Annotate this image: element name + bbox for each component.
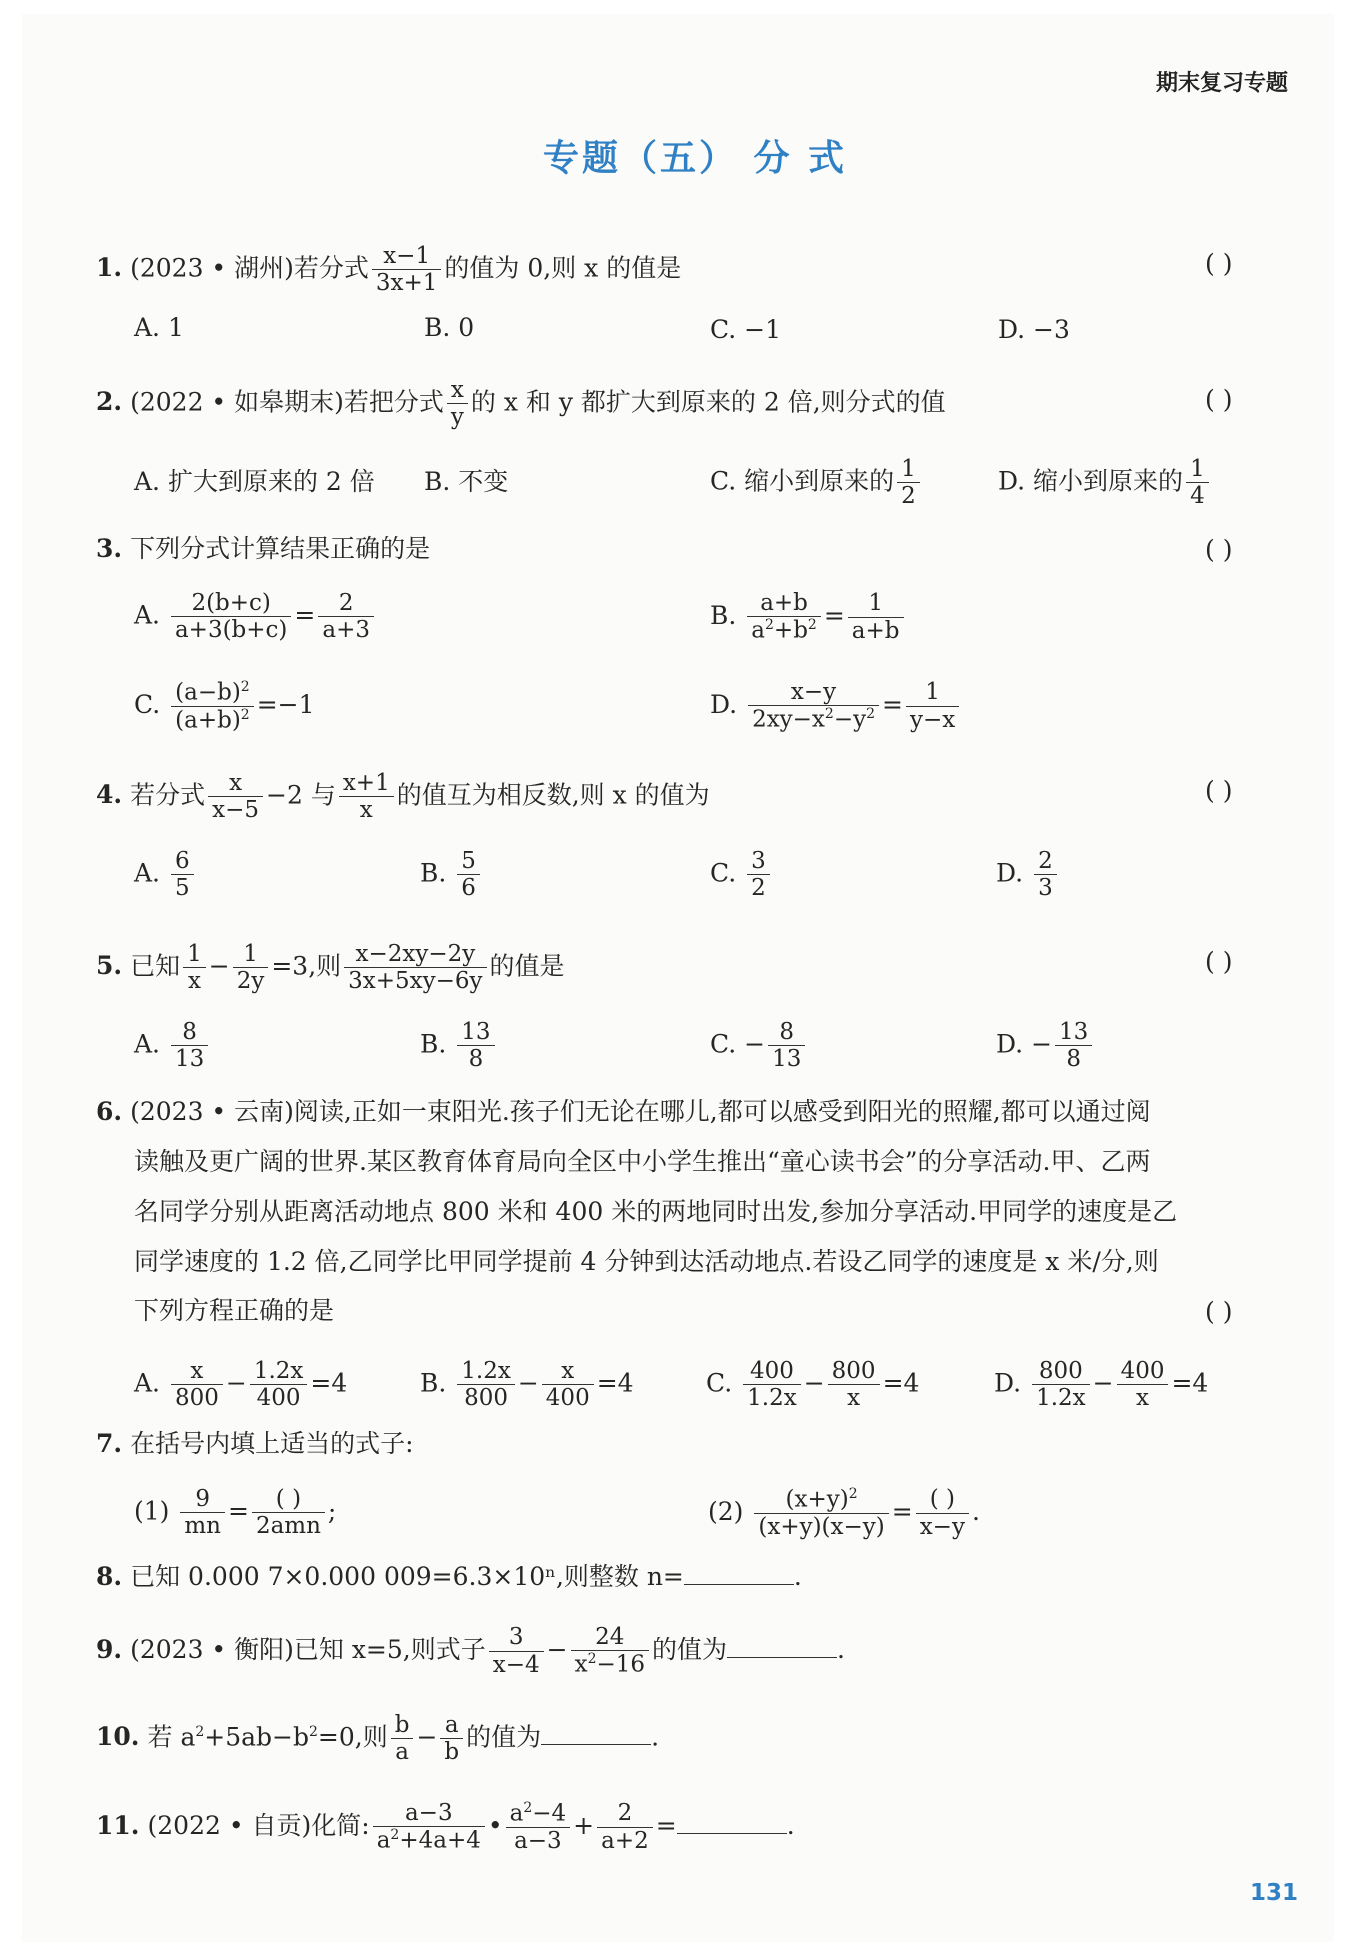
fraction: $\frac{a-3}{a^2+4a+4}$ bbox=[373, 1800, 485, 1855]
answer-blank[interactable] bbox=[684, 1562, 794, 1585]
option-b: B. 不变 bbox=[424, 467, 509, 496]
question-6-line-2: 读触及更广阔的世界.某区教育体育局向全区中小学生推出“童心读书会”的分享活动.甲、乙两 bbox=[134, 1147, 1151, 1176]
answer-blank[interactable] bbox=[677, 1811, 787, 1834]
fraction: $\frac{8}{13}$ bbox=[768, 1019, 805, 1073]
question-number: 1. bbox=[96, 253, 123, 283]
question-2: 2. (2022 • 如皋期末)若把分式 $\frac{x}{y}$ 的 x 和 y 都扩大到原来的 2 倍,则分式的值 bbox=[96, 377, 946, 431]
question-7-part-1: (1) $\frac{9}{mn}$ = ( ) 2amn ; bbox=[134, 1486, 337, 1540]
question-number: 10. bbox=[96, 1722, 140, 1752]
fraction: $\frac{1}{a+b}$ bbox=[848, 590, 904, 644]
fraction: $\frac{1}{y-x}$ bbox=[906, 679, 959, 733]
answer-paren[interactable]: ( ) bbox=[1205, 385, 1233, 414]
answer-paren[interactable]: ( ) bbox=[1205, 776, 1233, 805]
fraction: $\frac{1}{x}$ bbox=[183, 941, 206, 995]
question-9: 9. (2023 • 衡阳)已知 x=5,则式子 $\frac{3}{x-4}$ − $\frac{24}{x^2-16}$ 的值为 . bbox=[96, 1624, 845, 1679]
question-7-part-2: (2) $\frac{(x+y)^2}{(x+y)(x-y)}$ = ( ) x−y . bbox=[708, 1486, 980, 1541]
option-c: C. 缩小到原来的 $\frac{1}{2}$ bbox=[710, 456, 923, 510]
fraction: $\frac{x-y}{2xy-x^2-y^2}$ bbox=[748, 679, 879, 734]
option-b: B. $\frac{5}{6}$ bbox=[420, 848, 483, 902]
fraction: $\frac{1}{2}$ bbox=[897, 456, 920, 510]
option-a: A. $\frac{x}{800}$ − $\frac{1.2x}{400}$ =4 bbox=[134, 1358, 348, 1412]
option-a: A. $\frac{2(b+c)}{a+3(b+c)}$ = $\frac{2}{a+3}$ bbox=[134, 590, 377, 644]
page-title: 专题（五） 分 式 bbox=[542, 138, 848, 179]
option-d: D. −3 bbox=[998, 315, 1070, 344]
option-c: C. − $\frac{8}{13}$ bbox=[710, 1019, 808, 1073]
fraction: $\frac{x}{x-5}$ bbox=[208, 770, 263, 824]
question-4: 4. 若分式 $\frac{x}{x-5}$ −2 与 $\frac{x+1}{x}$ 的值互为相反数,则 x 的值为 bbox=[96, 770, 710, 824]
fraction: $\frac{2}{a+3}$ bbox=[318, 590, 374, 644]
answer-paren[interactable]: ( ) bbox=[1205, 947, 1233, 976]
option-d: D. − $\frac{13}{8}$ bbox=[996, 1019, 1095, 1073]
fraction: $\frac{x}{800}$ bbox=[171, 1358, 223, 1412]
option-c: C. $\frac{(a-b)^2}{(a+b)^2}$ =−1 bbox=[134, 679, 315, 734]
fraction: $\frac{1.2x}{800}$ bbox=[457, 1358, 515, 1412]
option-c: C. $\frac{3}{2}$ bbox=[710, 848, 773, 902]
option-d: D. $\frac{800}{1.2x}$ − $\frac{400}{x}$ =4 bbox=[994, 1358, 1209, 1412]
fraction: $\frac{x+1}{x}$ bbox=[339, 770, 394, 824]
fraction: $\frac{800}{1.2x}$ bbox=[1032, 1358, 1090, 1412]
fraction: $\frac{13}{8}$ bbox=[457, 1019, 494, 1073]
option-d: D. 缩小到原来的 $\frac{1}{4}$ bbox=[998, 456, 1212, 510]
fraction: $\frac{x}{400}$ bbox=[542, 1358, 594, 1412]
fraction: $\frac{2}{a+2}$ bbox=[597, 1800, 653, 1854]
fraction: ( ) x−y bbox=[916, 1486, 969, 1540]
fraction: $\frac{400}{1.2x}$ bbox=[743, 1358, 801, 1412]
question-8: 8. 已知 0.000 7×0.000 009=6.3×10ⁿ,则整数 n= . bbox=[96, 1562, 802, 1591]
fraction: $\frac{a^2-4}{a-3}$ bbox=[506, 1800, 571, 1855]
option-b: B. $\frac{a+b}{a^2+b^2}$ = $\frac{1}{a+b}$ bbox=[710, 590, 907, 645]
fraction: $\frac{a}{b}$ bbox=[440, 1712, 463, 1766]
answer-paren[interactable]: ( ) bbox=[1205, 249, 1233, 278]
answer-blank[interactable] bbox=[541, 1722, 651, 1745]
fraction: $\frac{1}{2y}$ bbox=[233, 941, 269, 995]
question-number: 4. bbox=[96, 780, 123, 810]
question-11: 11. (2022 • 自贡)化简: $\frac{a-3}{a^2+4a+4}$ • $\frac{a^2-4}{a-3}$ + $\frac{2}{a+2}$ = . bbox=[96, 1800, 795, 1855]
option-b: B. 0 bbox=[424, 313, 475, 342]
option-c: C. $\frac{400}{1.2x}$ − $\frac{800}{x}$ =4 bbox=[706, 1358, 920, 1412]
fraction: $\frac{x-1}{3x+1}$ bbox=[372, 243, 442, 297]
answer-paren[interactable]: ( ) bbox=[1205, 535, 1233, 564]
question-number: 9. bbox=[96, 1634, 123, 1664]
question-number: 7. bbox=[96, 1429, 123, 1458]
fraction: $\frac{x}{y}$ bbox=[447, 377, 468, 431]
fraction: $\frac{3}{x-4}$ bbox=[489, 1624, 544, 1678]
fraction: $\frac{(x+y)^2}{(x+y)(x-y)}$ bbox=[754, 1486, 888, 1541]
question-number: 2. bbox=[96, 387, 123, 417]
option-d: D. $\frac{2}{3}$ bbox=[996, 848, 1060, 902]
fraction: $\frac{1.2x}{400}$ bbox=[250, 1358, 308, 1412]
question-number: 11. bbox=[96, 1810, 140, 1840]
option-b: B. $\frac{13}{8}$ bbox=[420, 1019, 498, 1073]
fraction: $\frac{24}{x^2-16}$ bbox=[571, 1624, 649, 1679]
question-1: 1. (2023 • 湖州)若分式 $\frac{x-1}{3x+1}$ 的值为 0,则 x 的值是 bbox=[96, 243, 682, 297]
question-7: 7. 在括号内填上适当的式子: bbox=[96, 1429, 414, 1458]
fraction: $\frac{5}{6}$ bbox=[457, 848, 480, 902]
fraction: $\frac{1}{4}$ bbox=[1186, 456, 1209, 510]
fraction: $\frac{800}{x}$ bbox=[828, 1358, 880, 1412]
fraction: $\frac{13}{8}$ bbox=[1055, 1019, 1092, 1073]
fraction: $\frac{8}{13}$ bbox=[171, 1019, 208, 1073]
question-5: 5. 已知 $\frac{1}{x}$ − $\frac{1}{2y}$ =3,则 $\frac{x-2xy-2y}{3x+5xy-6y}$ 的值是 bbox=[96, 941, 565, 995]
option-d: D. $\frac{x-y}{2xy-x^2-y^2}$ = $\frac{1}{y-x}$ bbox=[710, 679, 962, 734]
option-a: A. 扩大到原来的 2 倍 bbox=[134, 467, 375, 496]
fraction: $\frac{6}{5}$ bbox=[171, 848, 194, 902]
question-6-line-3: 名同学分别从距离活动地点 800 米和 400 米的两地同时出发,参加分享活动.甲同学的速度是乙 bbox=[134, 1197, 1178, 1226]
question-3: 3. 下列分式计算结果正确的是 bbox=[96, 534, 431, 563]
question-6-line-1: 6. (2023 • 云南)阅读,正如一束阳光.孩子们无论在哪儿,都可以感受到阳光的照耀,都可以通过阅 bbox=[96, 1097, 1151, 1126]
section-header: 期末复习专题 bbox=[1155, 71, 1288, 96]
question-6-line-5: 下列方程正确的是 bbox=[134, 1296, 335, 1325]
fraction: $\frac{b}{a}$ bbox=[391, 1712, 414, 1766]
answer-blank[interactable] bbox=[727, 1635, 837, 1658]
question-number: 6. bbox=[96, 1097, 123, 1126]
page-number: 131 bbox=[1249, 1880, 1298, 1906]
fraction: $\frac{2}{3}$ bbox=[1034, 848, 1057, 902]
question-number: 5. bbox=[96, 951, 123, 981]
question-number: 8. bbox=[96, 1562, 123, 1591]
fraction: $\frac{9}{mn}$ bbox=[180, 1486, 225, 1540]
fraction: $\frac{3}{2}$ bbox=[747, 848, 770, 902]
option-a: A. 1 bbox=[134, 313, 184, 342]
question-6-line-4: 同学速度的 1.2 倍,乙同学比甲同学提前 4 分钟到达活动地点.若设乙同学的速度是 x 米/分,则 bbox=[134, 1247, 1159, 1276]
fraction: $\frac{400}{x}$ bbox=[1117, 1358, 1169, 1412]
option-b: B. $\frac{1.2x}{800}$ − $\frac{x}{400}$ =4 bbox=[420, 1358, 634, 1412]
question-10: 10. 若 $a^2+5ab-b^2=0$,则 $\frac{b}{a}$ − $\frac{a}{b}$ 的值为 . bbox=[96, 1712, 660, 1766]
question-number: 3. bbox=[96, 534, 123, 563]
fraction: ( ) 2amn bbox=[252, 1486, 325, 1540]
fraction: $\frac{x-2xy-2y}{3x+5xy-6y}$ bbox=[344, 941, 486, 995]
fraction: $\frac{(a-b)^2}{(a+b)^2}$ bbox=[171, 679, 254, 734]
option-c: C. −1 bbox=[710, 315, 781, 344]
answer-paren[interactable]: ( ) bbox=[1205, 1297, 1233, 1326]
fraction: $\frac{a+b}{a^2+b^2}$ bbox=[747, 590, 821, 645]
option-a: A. $\frac{8}{13}$ bbox=[134, 1019, 211, 1073]
option-a: A. $\frac{6}{5}$ bbox=[134, 848, 197, 902]
fraction: $\frac{2(b+c)}{a+3(b+c)}$ bbox=[171, 590, 291, 644]
